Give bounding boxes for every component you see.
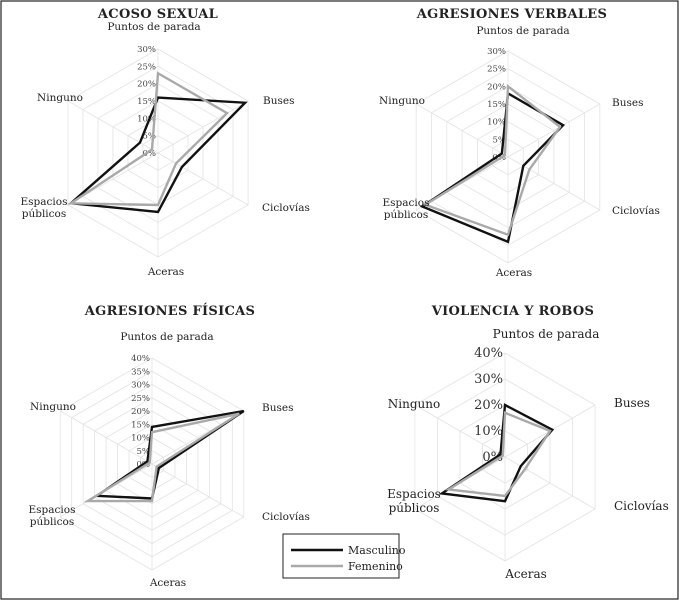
tick-label: 40% — [474, 346, 503, 361]
axis-label-buses: Buses — [614, 396, 650, 410]
tick-label: 10% — [137, 114, 156, 125]
axis-label-ninguno: Ninguno — [30, 401, 76, 413]
legend-label-masculino: Masculino — [348, 544, 406, 557]
chart-title: VIOLENCIA Y ROBOS — [431, 304, 595, 319]
axis-label-ninguno: Ninguno — [37, 92, 83, 104]
axis-label-buses: Buses — [612, 97, 644, 109]
tick-label: 25% — [487, 64, 506, 75]
axis-label-ciclovias: Ciclovías — [262, 511, 310, 523]
tick-label: 30% — [474, 372, 503, 387]
axis-label-puntos-de-parada: Puntos de parada — [120, 331, 214, 343]
axis-label-aceras: Aceras — [495, 267, 533, 279]
axis-label-puntos-de-parada: Puntos de parada — [492, 327, 600, 341]
tick-label: 30% — [131, 380, 150, 391]
axis-label-puntos-de-parada: Puntos de parada — [476, 25, 570, 37]
legend — [283, 534, 406, 578]
tick-label: 20% — [474, 398, 503, 413]
axis-label-espacios-publicos: Espacios públicos — [382, 197, 430, 222]
tick-label: 5% — [142, 131, 156, 142]
chart-title: AGRESIONES VERBALES — [416, 7, 608, 22]
tick-label: 30% — [487, 47, 506, 57]
tick-label: 0% — [142, 149, 156, 159]
axis-label-espacios-publicos: Espacios públicos — [387, 487, 441, 515]
tick-label: 15% — [131, 420, 150, 431]
axis-label-ciclovias: Ciclovías — [262, 202, 310, 214]
axis-label-ciclovias: Ciclovías — [612, 205, 660, 217]
tick-label: 5% — [136, 446, 150, 457]
tick-label: 35% — [131, 367, 150, 378]
tick-label: 15% — [487, 100, 506, 110]
axis-label-ninguno: Ninguno — [379, 95, 425, 107]
tick-label: 0% — [492, 153, 506, 163]
tick-label: 20% — [487, 82, 506, 93]
axis-label-aceras: Aceras — [505, 567, 547, 581]
axis-label-puntos-de-parada: Puntos de parada — [107, 21, 201, 33]
chart-title: AGRESIONES FÍSICAS — [84, 304, 256, 319]
axis-label-espacios-publicos: Espacios públicos — [20, 196, 68, 221]
tick-label: 10% — [487, 117, 506, 128]
axis-label-aceras: Aceras — [147, 266, 185, 278]
tick-label: 0% — [136, 460, 150, 470]
chart-title: ACOSO SEXUAL — [97, 7, 219, 22]
tick-label: 0% — [482, 450, 503, 465]
tick-label: 15% — [137, 97, 156, 107]
tick-label: 10% — [474, 424, 503, 439]
tick-label: 30% — [137, 45, 156, 55]
tick-label: 20% — [137, 79, 156, 90]
axis-label-ciclovias: Ciclovías — [614, 499, 669, 513]
tick-label: 40% — [131, 354, 150, 364]
axis-label-aceras: Aceras — [149, 577, 187, 589]
axis-label-buses: Buses — [263, 95, 295, 107]
tick-label: 20% — [131, 407, 150, 417]
axis-label-ninguno: Ninguno — [387, 397, 441, 411]
tick-label: 25% — [137, 62, 156, 73]
tick-label: 5% — [492, 135, 506, 146]
tick-label: 25% — [131, 393, 150, 404]
axis-label-buses: Buses — [262, 402, 294, 414]
tick-label: 10% — [131, 433, 150, 444]
legend-label-femenino: Femenino — [348, 560, 403, 573]
axis-label-espacios-publicos: Espacios públicos — [28, 504, 76, 529]
